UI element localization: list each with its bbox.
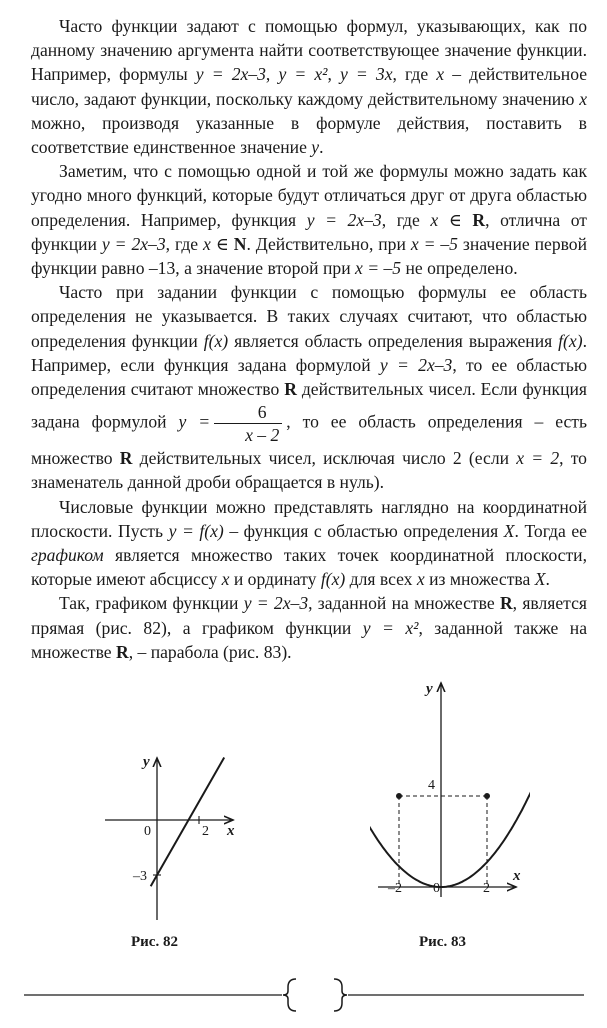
fig82-function-line xyxy=(151,758,225,887)
page-text xyxy=(31,14,587,664)
fig83-origin-label: 0 xyxy=(433,881,440,896)
fig82-y-tick-label: –3 xyxy=(133,869,147,884)
fig83-x-axis-label: x xyxy=(513,868,521,884)
fig83-point-minus2-4 xyxy=(396,793,402,799)
fraction-6-over-x-minus-2: $\frac{6}{x - 2}$ xyxy=(214,401,282,446)
fig83-y-tick-label: 4 xyxy=(428,778,435,793)
footer-right-bracket xyxy=(334,979,347,1011)
paragraph-1: Часто функции задают с помощью формул, указывающих, как по данному значению аргумента найти соответствующее значение функции. Например, формулы y = 2x–3, y = x², y = 3x, где x – действительное число, задают функции, поскольку каждому действительному значению x можно, производя указанные в формуле действия, поставить в соответствие единственное значение y. xyxy=(31,16,588,158)
paragraph-3: Часто при задании функции с помощью формулы ее область определения не указывается. В таких случаях считают, что областью определения функции f(x) является область определения выражения f(x). Например, если функция задана формулой y = 2x–3, то ее областью определения считают множество R действительных чисел. Если функция задана формулой y = $\frac{6}{x - 2}$ , то ее область определения – есть множество R действительных чисел, исключая число 2 (если x = 2, то знаменатель данной дроби обращается в нуль). xyxy=(31,282,587,493)
figure-82-caption: Рис. 82 xyxy=(131,934,178,950)
fig82-x-tick-label: 2 xyxy=(202,824,209,839)
footer-left-bracket xyxy=(283,979,296,1011)
paragraph-2: Заметим, что с помощью одной и той же формулы можно задать как угодно много функций, которые будут отличаться друг от друга областью определения. Например, функция y = 2x–3, где x ∈ R, отлична от функции y = 2x–3, где x ∈ N. Действительно, при x = –5 значение первой функции равно –13, а значение второй при x = –5 не определено. xyxy=(31,161,588,279)
figure-82-line-graph xyxy=(95,750,255,930)
figure-83-caption: Рис. 83 xyxy=(419,934,466,950)
paragraph-4: Числовые функции можно представлять наглядно на координатной плоскости. Пусть y = f(x) – функция с областью определения X. Тогда ее графиком является множество таких точек координатной плоскости, которые имеют абсциссу x и ординату f(x) для всех x из множества X. xyxy=(31,496,587,590)
fig83-parabola-curve xyxy=(370,769,530,887)
figure-83-parabola-graph xyxy=(370,675,530,900)
fig83-x-tick-pos-label: 2 xyxy=(483,881,490,896)
paragraph-5: Так, графиком функции y = 2x–3, заданной на множестве R, является прямая (рис. 82), а графиком функции y = x², заданной также на множестве R, – парабола (рис. 83). xyxy=(31,593,588,662)
fig83-point-2-4 xyxy=(484,793,490,799)
fig83-x-tick-neg-label: –2 xyxy=(388,881,402,896)
page-footer-ornament xyxy=(0,975,607,1015)
fig82-origin-label: 0 xyxy=(144,824,151,839)
fig83-y-axis-label: y xyxy=(426,681,433,697)
fig82-x-axis-label: x xyxy=(227,823,235,839)
fig82-y-axis-label: y xyxy=(143,754,150,770)
